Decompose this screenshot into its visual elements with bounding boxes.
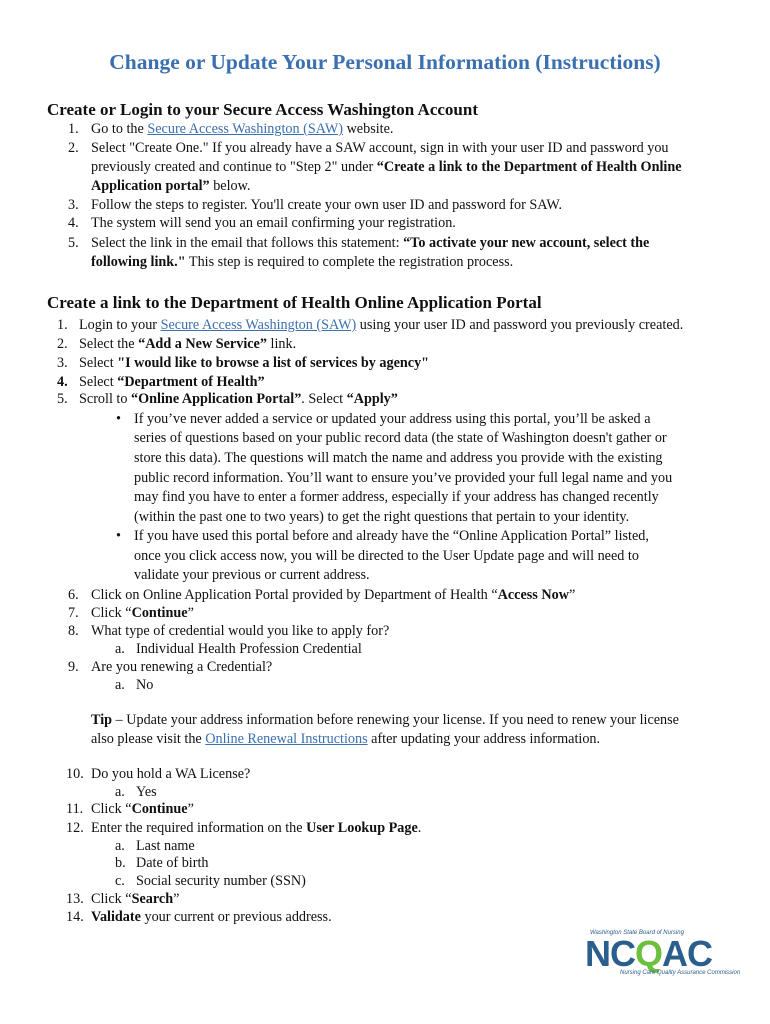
list-item-cont: previously created and continue to "Step 2" under “Create a link to the Department of Health Online	[91, 159, 682, 175]
list-number: 1.	[68, 121, 79, 137]
tip-text: Tip – Update your address information before renewing your license. If you need to renew your license	[91, 712, 679, 728]
sub-item: No	[136, 677, 154, 693]
list-item: Click “Search”	[91, 891, 180, 907]
list-item: Do you hold a WA License?	[91, 766, 251, 782]
sub-number: b.	[115, 855, 126, 871]
bullet: •	[116, 411, 121, 427]
bullet-line: may find you have to enter a former address, especially if your address has changed recently	[134, 489, 659, 505]
tip-label: Tip	[91, 712, 113, 728]
list-number: 2.	[57, 336, 68, 352]
sub-number: a.	[115, 641, 125, 657]
list-number: 13.	[66, 891, 84, 907]
bullet-line: public record information. You’ll want to ensure you’ve provided your full legal name and you	[134, 470, 673, 486]
logo-subtitle: Nursing Care Quality Assurance Commission	[620, 970, 741, 976]
sub-number: a.	[115, 838, 125, 854]
list-item: Enter the required information on the User Lookup Page.	[91, 820, 422, 836]
sub-number: a.	[115, 784, 125, 800]
bullet-line: once you click access now, you will be directed to the User Update page and will need to	[134, 548, 639, 564]
list-number: 12.	[66, 820, 84, 836]
section-heading-saw: Create or Login to your Secure Access Washington Account	[47, 100, 478, 119]
list-item: What type of credential would you like to apply for?	[91, 623, 390, 639]
list-item-cont: following link." This step is required to complete the registration process.	[91, 254, 514, 270]
page-title: Change or Update Your Personal Information (Instructions)	[109, 50, 661, 74]
list-item: Select "I would like to browse a list of services by agency"	[79, 355, 430, 371]
list-number: 3.	[68, 197, 79, 213]
logo-wordmark: NCQAC	[585, 933, 713, 974]
renewal-instructions-link[interactable]: Online Renewal Instructions	[205, 731, 368, 747]
list-number: 5.	[57, 391, 68, 407]
sub-item: Last name	[136, 838, 195, 854]
bullet-line: series of questions based on your public record data (the state of Washington doesn't gather or	[134, 430, 667, 446]
sub-number: c.	[115, 873, 125, 889]
bullet-line: store this data). The questions will match the name and address you provide with the existing	[134, 450, 663, 466]
list-item: Select "Create One." If you already have a SAW account, sign in with your user ID and password you	[91, 140, 669, 156]
section-heading-portal: Create a link to the Department of Health Online Application Portal	[47, 293, 542, 312]
list-item: Select the link in the email that follows this statement: “To activate your new account, select the	[91, 235, 650, 251]
tip-text-cont: also please visit the Online Renewal Instructions after updating your address information.	[91, 731, 601, 747]
list-number: 10.	[66, 766, 84, 782]
list-number: 4.	[57, 374, 68, 390]
sub-item: Individual Health Profession Credential	[136, 641, 362, 657]
bullet-line: If you have used this portal before and already have the “Online Application Portal” listed,	[134, 528, 649, 544]
list-item: Click on Online Application Portal provided by Department of Health “Access Now”	[91, 587, 576, 603]
bullet-line: (within the past one to two years) to get the right questions that pertain to your identity.	[134, 509, 630, 525]
saw-link[interactable]: Secure Access Washington (SAW)	[147, 121, 344, 137]
list-number: 4.	[68, 215, 79, 231]
list-number: 11.	[66, 801, 84, 817]
bullet-line: If you’ve never added a service or updated your address using this portal, you’ll be asked a	[134, 411, 651, 427]
list-number: 1.	[57, 317, 68, 333]
list-number: 7.	[68, 605, 79, 621]
saw-link-2[interactable]: Secure Access Washington (SAW)	[160, 317, 357, 333]
list-item: Click “Continue”	[91, 605, 194, 621]
list-item: Follow the steps to register. You'll create your own user ID and password for SAW.	[91, 197, 562, 213]
list-item: Validate your current or previous address.	[91, 909, 332, 925]
bullet-line: validate your previous or current address.	[134, 567, 370, 583]
list-item: Are you renewing a Credential?	[91, 659, 273, 675]
list-item: Go to the Secure Access Washington (SAW) website.	[91, 121, 394, 137]
list-item: The system will send you an email confirming your registration.	[91, 215, 456, 231]
list-item: Select the “Add a New Service” link.	[79, 336, 297, 352]
bullet: •	[116, 528, 121, 544]
sub-item: Yes	[136, 784, 157, 800]
list-number: 9.	[68, 659, 79, 675]
list-number: 14.	[66, 909, 84, 925]
sub-number: a.	[115, 677, 125, 693]
list-number: 8.	[68, 623, 79, 639]
list-item: Click “Continue”	[91, 801, 194, 817]
list-number: 3.	[57, 355, 68, 371]
sub-item: Social security number (SSN)	[136, 873, 306, 889]
list-item: Scroll to “Online Application Portal”. Select “Apply”	[79, 391, 398, 407]
list-number: 6.	[68, 587, 79, 603]
list-item: Select “Department of Health”	[79, 374, 265, 390]
sub-item: Date of birth	[136, 855, 209, 871]
list-number: 2.	[68, 140, 79, 156]
list-number: 5.	[68, 235, 79, 251]
list-item: Login to your Secure Access Washington (SAW) using your user ID and password you previously created.	[79, 317, 684, 333]
list-item-cont: Application portal” below.	[91, 178, 251, 194]
logo-top-text: Washington State Board of Nursing	[590, 930, 684, 936]
